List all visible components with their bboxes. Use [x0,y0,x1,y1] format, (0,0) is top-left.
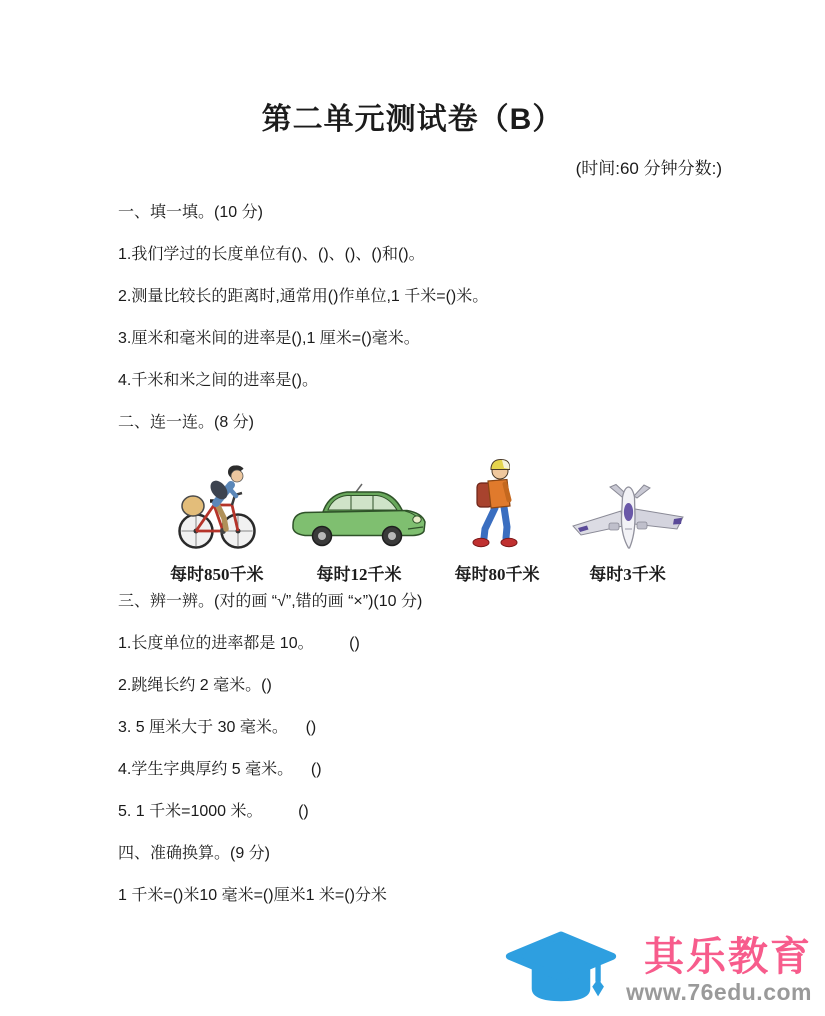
fighter-jet-image [565,456,690,551]
question-line: 1.长度单位的进率都是 10。 () [118,635,360,652]
matching-exercise-row [170,456,690,585]
footer-logo [502,930,812,1010]
section-2-heading: 二、连一连。(8 分) [118,414,255,431]
section-3-heading: 三、辨一辨。(对的画 “√”,错的画 “×”)(10 分) [118,593,423,610]
question-line: 1.我们学过的长度单位有()、()、()、()和()。 [118,246,425,263]
green-car-image [289,456,429,551]
question-line: 1 千米=()米10 毫米=()厘米1 米=()分米 [118,887,387,904]
graduation-cap-icon [502,930,620,1010]
question-line: 2.跳绳长约 2 毫米。() [118,677,272,694]
website-url: www.76edu.com [626,979,812,1005]
page-title: 第二单元测试卷（B） [261,103,564,136]
brand-name: 其乐教育 [644,935,812,979]
exam-meta: (时间:60 分钟分数:) [575,159,722,178]
footer-text [626,935,812,1005]
match-column [170,456,264,585]
bicycle-rider-image [178,456,256,551]
match-column [455,456,540,585]
speed-label: 每时12千米 [316,565,402,584]
question-line: 4.学生字典厚约 5 毫米。 () [118,761,322,778]
fighter-jet-icon [565,483,690,551]
green-car-icon [289,481,429,551]
section-1-heading: 一、填一填。(10 分) [118,204,263,221]
walking-boy-image [471,456,523,551]
match-column [565,456,690,585]
question-line: 4.千米和米之间的进率是()。 [118,372,319,389]
speed-label: 每时3千米 [589,565,666,584]
section-4-heading: 四、准确换算。(9 分) [118,845,271,862]
question-line: 5. 1 千米=1000 米。 () [118,803,309,820]
speed-label: 每时850千米 [170,565,264,584]
question-line: 3. 5 厘米大于 30 毫米。 () [118,719,317,736]
question-line: 3.厘米和毫米间的进率是(),1 厘米=()毫米。 [118,330,420,347]
speed-label: 每时80千米 [454,565,540,584]
walking-boy-icon [471,456,523,551]
paper-content [0,204,825,904]
match-column [289,456,429,585]
question-line: 2.测量比较长的距离时,通常用()作单位,1 千米=()米。 [118,288,489,305]
bicycle-rider-icon [178,459,256,551]
